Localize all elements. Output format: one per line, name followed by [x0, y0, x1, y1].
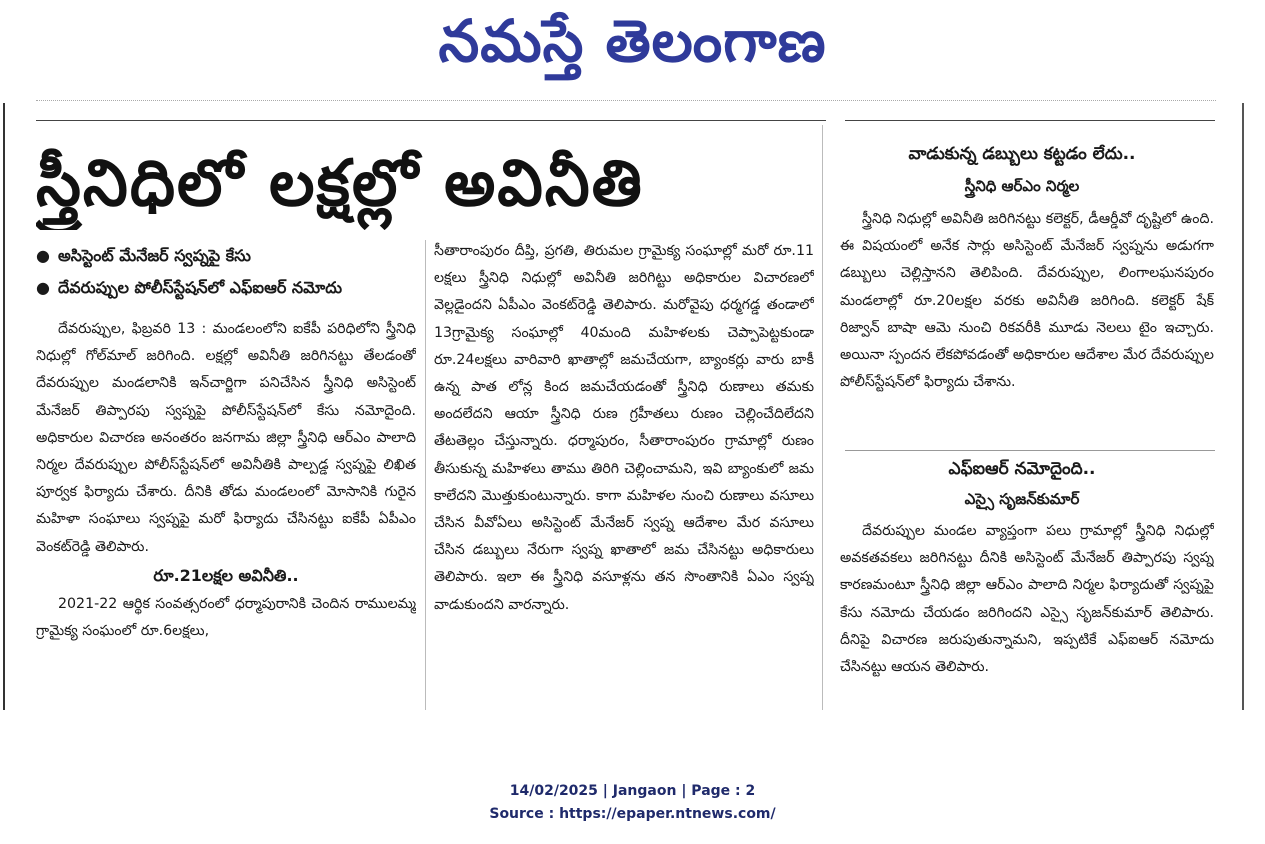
column-divider-1	[425, 240, 426, 710]
edition-info: 14/02/2025 | Jangaon | Page : 2	[509, 783, 756, 799]
bullet-icon: ●	[36, 246, 50, 265]
sidebar-top-rule	[845, 120, 1215, 121]
bullet-icon: ●	[36, 278, 50, 297]
article-column-1	[36, 316, 416, 716]
sidebar-byline: స్త్రీనిధి ఆర్ఎం నిర్మల	[964, 177, 1080, 195]
paragraph: సీతారాంపురం దీప్తి, ప్రగతి, తిరుమల గ్రామైక్య సంఘాల్లో మరో రూ.11 లక్షలు స్త్రీనిధి నిధుల్లో అవినీతి జరిగిట్టు అధికారుల విచారణలో వెల్లడైందని ఏపీఎం వెంకట్‌రెడ్డి తెలిపారు. మరోవైపు ధర్మగడ్డ తండాలో 13గ్రామైక్య సంఘాల్లో 40మంది మహిళలకు చెప్పాపెట్టకుండా రూ.24లక్షలు వారివారి ఖాతాల్లో జమచేయగా, బ్యాంకర్లు వారు బాకీ ఉన్న పాత లోన్ల కింద జమచేయడంతో స్త్రీనిధి రుణాలు తమకు అందలేదని ఆయా స్త్రీనిధి రుణ గ్రహీతలు రుణం చెల్లించేదిలేదని తేటతెల్లం చేస్తున్నారు. ధర్మాపురం, సీతారాంపురం గ్రామాల్లో రుణం తీసుకున్న మహిళలు తాము తిరిగి చెల్లించామని, ఇవి బ్యాంకులో జమ కాలేదని మొత్తుకుంటున్నారు. కాగా మహిళల నుంచి రుణాలు వసూలు చేసిన వీవోఏలు అసిస్టెంట్ మేనేజర్ స్వప్న ఆదేశాల మేర వసూలు చేసిన డబ్బులు నేరుగా స్వప్న ఖాతాలో జమ చేసినట్టు అధికారులు తెలిపారు. ఇలా ఈ స్త్రీనిధి వసూళ్లను తన సొంతానికి ఏఎం స్వప్న వాడుకుందని వారన్నారు.	[434, 243, 814, 613]
sidebar-heading: ఎఫ్ఐఆర్ నమోదైంది..	[948, 459, 1096, 479]
sidebar-heading: వాడుకున్న డబ్బులు కట్టడం లేదు..	[908, 144, 1136, 164]
column-divider-2	[822, 125, 823, 710]
sidebar-quote-2	[840, 518, 1214, 718]
article-highlights	[36, 245, 426, 309]
paragraph: దేవరుప్పుల, ఫిబ్రవరి 13 : మండలంలోని ఐకేపీ పరిధిలోని స్త్రీనిధి నిధుల్లో గోల్‌మాల్ జరిగింది. లక్షల్లో అవినీతి జరిగినట్టు తేలడంతో దేవరుప్పుల మండలానికి ఇన్‌చార్జిగా పనిచేసిన స్త్రీనిధి అసిస్టెంట్ మేనేజర్ తిప్పారపు స్వప్నపై పోలీస్‌స్టేషన్‌లో కేసు నమోదైంది. అధికారుల విచారణ అనంతరం జనగామ జిల్లా స్త్రీనిధి ఆర్ఎం పాలాది నిర్మల దేవరుప్పుల పోలీస్‌స్టేషన్‌లో అవినీతికి పాల్పడ్డ స్వప్నపై లిఖిత పూర్వక ఫిర్యాదు చేశారు. దీనికి తోడు మండలంలో మోసానికి గురైన మహిళా సంఘాలు స్వప్నపై మరో ఫిర్యాదు చేసినట్టు ఐకేపీ ఏపీఎం వెంకట్‌రెడ్డి తెలిపారు.	[36, 321, 416, 555]
highlight-item: ● దేవరుప్పుల పోలీస్‌స్టేషన్‌లో ఎఫ్ఐఆర్ నమోదు	[36, 278, 343, 297]
article-headline: స్త్రీనిధిలో లక్షల్లో అవినీతి	[36, 147, 644, 221]
sidebar-byline: ఎస్సై సృజన్‌కుమార్	[964, 490, 1080, 508]
paragraph: స్త్రీనిధి నిధుల్లో అవినీతి జరిగినట్టు కలెక్టర్, డీఆర్డీవో దృష్టిలో ఉంది. ఈ విషయంలో అనేక సార్లు అసిస్టెంట్ మేనేజర్ స్వప్నను అడుగగా డబ్బులు చెల్లిస్తానని తెలిపింది. దేవరుప్పుల, లింగాలఘనపురం మండలాల్లో రూ.20లక్షల వరకు అవినీతి జరిగింది. కలెక్టర్ షేక్ రిజ్వాన్ బాషా ఆమె నుంచి రికవరీకి మూడు నెలలు టైం ఇచ్చారు. అయినా స్పందన లేకపోవడంతో అధికారుల ఆదేశాల మేర దేవరుప్పుల పోలీస్‌స్టేషన్‌లో ఫిర్యాదు చేశాను.	[840, 211, 1214, 391]
sidebar-quote-1	[840, 206, 1214, 452]
paragraph: దేవరుప్పుల మండల వ్యాప్తంగా పలు గ్రామాల్లో స్త్రీనిధి నిధుల్లో అవకతవకలు జరిగినట్టు దీనికి అసిస్టెంట్ మేనేజర్ తిప్పారపు స్వప్న కారణమంటూ స్త్రీనిధి జిల్లా ఆర్ఎం పాలాది నిర్మల ఫిర్యాదుతో స్వప్నపై కేసు నమోదు చేయడం జరిగిందని ఎస్సై సృజన్‌కుమార్ తెలిపారు. దీనిపై విచారణ జరుపుతున్నామని, ఇప్పటికే ఎఫ్ఐఆర్ నమోదు చేసినట్టు ఆయన తెలిపారు.	[840, 523, 1214, 676]
source-link[interactable]: Source : https://epaper.ntnews.com/	[489, 806, 776, 822]
paragraph: 2021-22 ఆర్థిక సంవత్సరంలో ధర్మాపురానికి చెందిన రాములమ్మ గ్రామైక్య సంఘంలో రూ.6లక్షలు,	[36, 595, 416, 640]
headline-top-rule	[36, 120, 826, 121]
newspaper-masthead: నమస్తే తెలంగాణ	[438, 7, 827, 75]
section-subhead: రూ.21లక్షల అవినీతి..	[153, 565, 299, 585]
clipping-top-edge	[36, 100, 1216, 102]
highlight-item: ● అసిస్టెంట్ మేనేజర్ స్వప్నపై కేసు	[36, 246, 251, 265]
article-column-2	[434, 238, 814, 714]
sidebar-separator	[845, 450, 1215, 451]
